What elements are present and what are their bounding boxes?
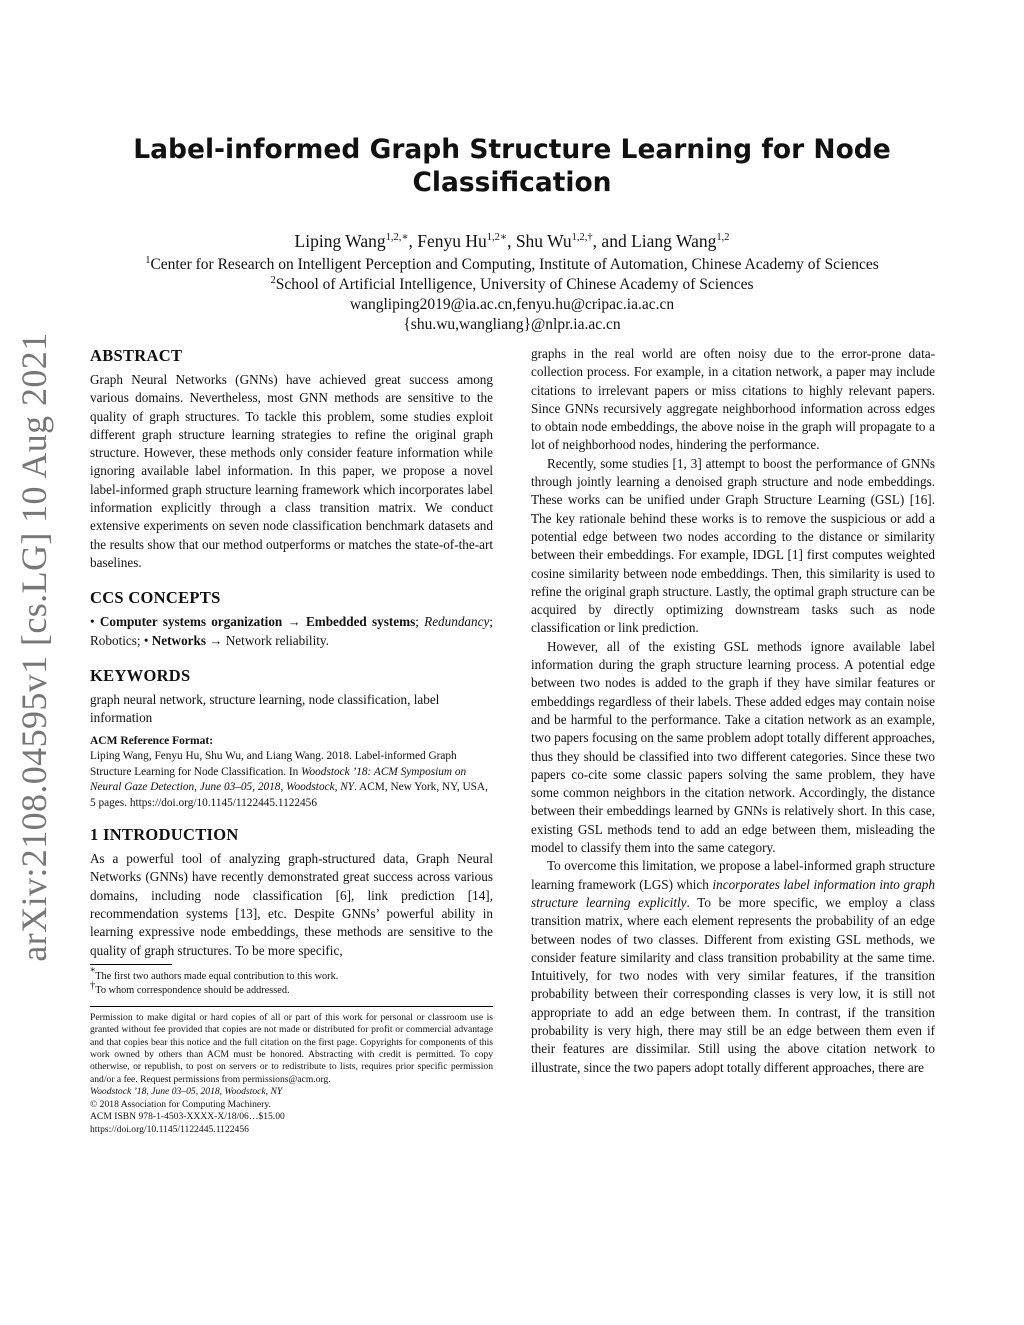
ccs-heading: CCS CONCEPTS xyxy=(90,588,221,608)
author-4-sup: 1,2 xyxy=(716,232,730,244)
bullet: • xyxy=(143,632,152,648)
author-1-sup: 1,2,∗ xyxy=(385,232,409,244)
affiliation-1 xyxy=(90,255,934,275)
ccs-term: Redundancy xyxy=(424,614,490,630)
body-paragraph-1: graphs in the real world are often noisy due to the error-prone data-collection process. For example, in a citation network, a paper may include citations to irrelevant papers or miss citations to highly relevant papers. Since GNNs recursively aggregate neighborhood information across edges to obtain node embeddings, the above noise in the graph will propagate to a lot of neighborhood nodes, hindering the performance. xyxy=(531,346,935,453)
author-2-sup: 1,2∗ xyxy=(486,232,508,244)
ccs-term: Embedded systems xyxy=(305,614,416,630)
author-1: Liping Wang xyxy=(294,231,386,251)
arxiv-id-text: arXiv:2108.04595v1 [cs.LG] 10 Aug 2021 xyxy=(14,332,54,962)
left-column xyxy=(90,345,493,1136)
author-2: Fenyu Hu xyxy=(417,231,487,251)
paragraph-part: . To be more specific, we employ a class transition matrix, where each element represents the probability of an edge between nodes of two classes. Different from existing GSL methods, we consider feature similarity and class transition probability at the same time. Intuitively, for two nodes with very similar features, if the transition probability between their corresponding classes is very low, it is still not appropriate to add an edge between them. In contrast, if the transition probability is very high, there may still be an edge between them even if their features are dissimilar. Still using the above citation network to illustrate, since the two papers adopt totally different approaches, there are xyxy=(531,894,935,1075)
keywords-text: graph neural network, structure learning, node classification, label information xyxy=(90,691,440,726)
author-sep: , and xyxy=(592,231,632,251)
author-list xyxy=(90,231,934,251)
reference-format-heading: ACM Reference Format: xyxy=(90,735,214,748)
ccs-sep: ; xyxy=(415,614,425,630)
permission-isbn: ACM ISBN 978-1-4503-XXXX-X/18/06…$15.00 xyxy=(90,1111,285,1123)
affiliation-1-sup: 1 xyxy=(145,254,151,266)
permission-rule xyxy=(90,1006,493,1007)
email-line-1: wangliping2019@ia.ac.cn,fenyu.hu@cripac.ia.ac.cn xyxy=(349,296,675,313)
body-paragraph-3: However, all of the existing GSL methods ignore available label information during the graph structure learning process. A potential edge between two nodes is added to the graph if they have similar features or embeddings regardless of their labels. These added edges may contain noise and be harmful to the performance. Take a citation network as an example, two papers focusing on the same problem adopt totally different approaches, thus they should be classified into two different categories. Since these two papers co-cite some classic papers solving the same problem, they have some common neighbors in the citation network. Accordingly, the distance between their embeddings learned by GNNs is relatively short. In this case, existing GSL methods tend to add an edge between them, misleading the model to classify them into the same category. xyxy=(531,638,935,856)
author-4: Liang Wang xyxy=(631,231,717,251)
ccs-rest: ; Robotics; xyxy=(90,614,493,648)
author-3-sup: 1,2,† xyxy=(571,232,593,244)
email-line-2: {shu.wu,wangliang}@nlpr.ia.ac.cn xyxy=(403,316,621,333)
permission-text: Permission to make digital or hard copies of all or part of this work for personal or classroom use is granted without fee provided that copies are not made or distributed for profit or commercial advantage and that copies bear this notice and the full citation on the first page. Copyrights for components of this work owned by others than ACM must be honored. Abstracting with credit is permitted. To copy otherwise, or republish, to post on servers or to redistribute to lists, requires prior specific permission and/or a fee. Request permissions from permissions@acm.org. xyxy=(90,1011,493,1085)
footnote-mark: † xyxy=(90,980,96,992)
author-sep: , xyxy=(507,231,516,251)
reference-venue: Woodstock ’18: ACM Symposium on Neural Gaze Detection, June 03–05, 2018, Woodstock, NY xyxy=(90,765,467,794)
arrow-icon: → xyxy=(282,614,306,630)
ccs-term: Networks xyxy=(151,632,206,648)
paragraph-part: To overcome this limitation, we propose a label-informed graph structure learning framework (LGS) which xyxy=(531,858,935,892)
affiliation-1-text: Center for Research on Intelligent Perception and Computing, Institute of Automation, Chinese Academy of Sciences xyxy=(150,256,879,273)
permission-copyright: © 2018 Association for Computing Machinery. xyxy=(90,1098,271,1110)
author-sep: , xyxy=(408,231,418,251)
paper-title: Label-informed Graph Structure Learning for Node Classification xyxy=(133,134,891,198)
arrow-icon: → xyxy=(206,632,226,648)
abstract-heading: ABSTRACT xyxy=(90,346,183,365)
affiliation-2-text: School of Artificial Intelligence, University of Chinese Academy of Sciences xyxy=(275,276,754,293)
affiliation-2 xyxy=(90,275,934,295)
footnote-text: To whom correspondence should be addressed. xyxy=(95,984,290,996)
author-3: Shu Wu xyxy=(515,231,572,251)
footnote-1 xyxy=(90,966,493,984)
reference-part: . ACM, New York, NY, USA, 5 pages. https://doi.org/10.1145/1122445.1122456 xyxy=(90,781,488,809)
bullet: • xyxy=(90,614,100,630)
footnote-text: The first two authors made equal contribution to this work. xyxy=(95,970,339,982)
reference-part: Liping Wang, Fenyu Hu, Shu Wu, and Liang Wang. 2018. Label-informed Graph Structure Learning for Node Classification. In xyxy=(90,750,457,778)
ccs-concepts xyxy=(90,613,493,650)
footnote-rule xyxy=(90,964,172,965)
reference-format-text xyxy=(90,749,493,811)
right-column xyxy=(531,345,935,1077)
body-paragraph-2: Recently, some studies [1, 3] attempt to boost the performance of GNNs through jointly learning a denoised graph structure and node embeddings. These works can be unified under Graph Structure Learning (GSL) [16]. The key rationale behind these works is to remove the suspicious or add a potential edge between two nodes according to the distance or similarity between their embeddings. For example, IDGL [1] first computes weighted cosine similarity between node embeddings. Then, this similarity is used to refine the original graph structure. Lastly, the optimal graph structure can be acquired by directly optimizing downstream tasks such as node classification or link prediction. xyxy=(531,455,935,636)
abstract-text: Graph Neural Networks (GNNs) have achieved great success among various domains. Nevertheless, most GNN methods are sensitive to the quality of graph structures. To tackle this problem, some studies exploit different graph structure learning strategies to refine the original graph structure. However, these methods only consider feature information while ignoring available label information. In this paper, we propose a novel label-informed graph structure learning framework which incorporates label information explicitly through a class transition matrix. We conduct extensive experiments on seven node classification benchmark datasets and the results show that our method outperforms or matches the state-of-the-art baselines. xyxy=(90,372,493,570)
arxiv-identifier xyxy=(10,332,58,962)
permission-doi[interactable]: https://doi.org/10.1145/1122445.1122456 xyxy=(90,1123,249,1135)
intro-heading: 1 INTRODUCTION xyxy=(90,825,239,845)
intro-paragraph-1: As a powerful tool of analyzing graph-structured data, Graph Neural Networks (GNNs) have recently demonstrated great success across various domains, including node classification [6], link prediction [14], recommendation systems [13], etc. Despite GNNs’ powerful ability in learning expressive node embeddings, these methods are sensitive to the quality of graph structures. To be more specific, xyxy=(90,851,493,958)
footnote-mark: * xyxy=(90,966,96,978)
ccs-term: Network reliability. xyxy=(225,632,329,648)
footnote-2 xyxy=(90,980,493,998)
affiliation-2-sup: 2 xyxy=(270,274,276,286)
keywords-heading: KEYWORDS xyxy=(90,665,191,685)
permission-venue: Woodstock ’18, June 03–05, 2018, Woodstock, NY xyxy=(90,1086,283,1098)
ccs-term: Computer systems organization xyxy=(99,614,283,630)
paragraph-emphasis: incorporates label information into graph structure learning explicitly xyxy=(531,876,935,910)
body-paragraph-4 xyxy=(531,857,935,1077)
